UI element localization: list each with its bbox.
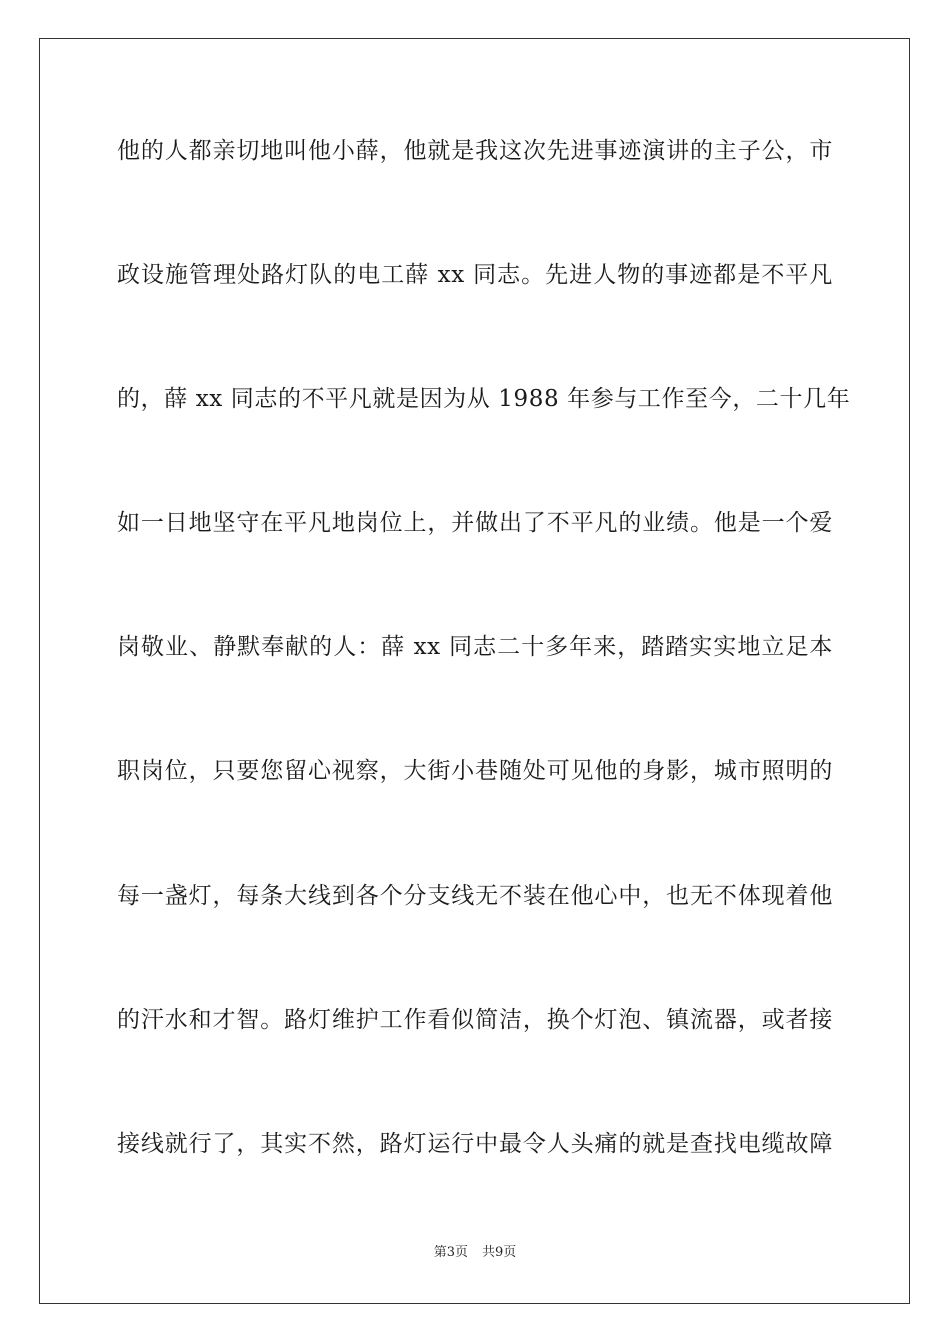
- text-line-6: 职岗位，只要您留心视察，大街小巷随处可见他的身影，城市照明的: [117, 758, 833, 784]
- text-line-1: 他的人都亲切地叫他小薛，他就是我这次先进事迹演讲的主子公，市: [117, 138, 833, 164]
- text-line-5: 岗敬业、静默奉献的人：薛 xx 同志二十多年来，踏踏实实地立足本: [117, 634, 833, 660]
- text-line-4: 如一日地坚守在平凡地岗位上，并做出了不平凡的业绩。他是一个爱: [117, 510, 833, 536]
- text-line-2: 政设施管理处路灯队的电工薛 xx 同志。先进人物的事迹都是不平凡: [117, 262, 833, 288]
- page-footer: [0, 1244, 950, 1262]
- text-line-7: 每一盏灯，每条大线到各个分支线无不装在他心中，也无不体现着他: [117, 883, 833, 909]
- page-number-total: 共9页: [482, 1245, 517, 1260]
- text-line-9: 接线就行了，其实不然，路灯运行中最令人头痛的就是查找电缆故障: [117, 1131, 833, 1157]
- text-line-8: 的汗水和才智。路灯维护工作看似简洁，换个灯泡、镇流器，或者接: [117, 1007, 833, 1033]
- page-border: [39, 38, 910, 1304]
- text-line-3: 的，薛 xx 同志的不平凡就是因为从 1988 年参与工作至今，二十几年: [117, 386, 851, 412]
- page-number-current: 第3页: [433, 1245, 468, 1260]
